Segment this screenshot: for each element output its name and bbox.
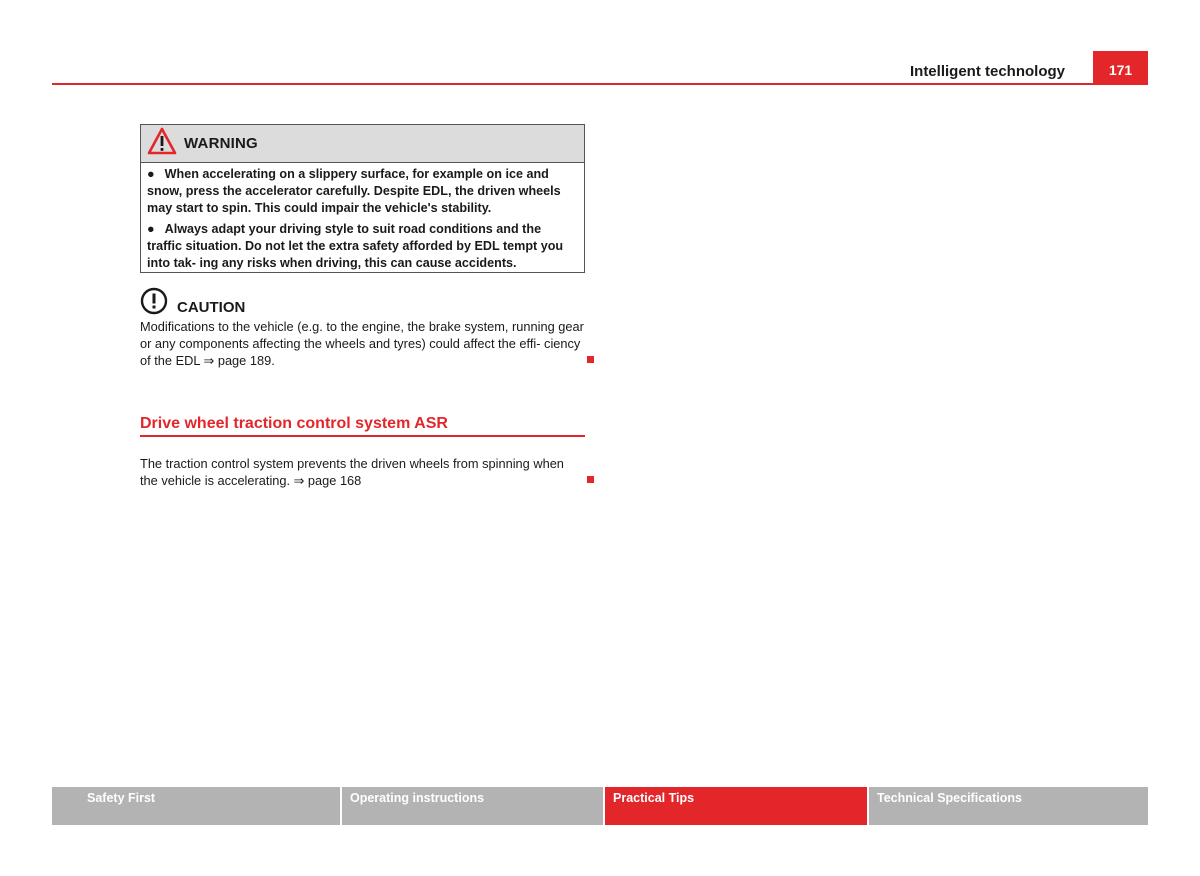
caution-block: [140, 288, 585, 369]
warning-header: [141, 125, 584, 163]
warning-item-text: When accelerating on a slippery surface, for example on ice and snow, press the accelerator carefully. Despite EDL, the driven wheels may start to spin. This could impair the vehicle's stability.: [147, 167, 561, 215]
page-number: [1093, 51, 1148, 85]
warning-body: [141, 163, 584, 272]
caution-title: CAUTION: [177, 298, 246, 316]
warning-item-text: Always adapt your driving style to suit road conditions and the traffic situation. Do not let the extra safety afforded by EDL tempt you into tak- ing any risks when driving, this can cause accidents.: [147, 222, 564, 270]
header-rule: [52, 83, 1148, 85]
section-title: Intelligent technology: [909, 63, 1065, 80]
footer-tab-technical-specifications[interactable]: Technical Specifications: [869, 787, 1148, 825]
bullet-icon: ●: [147, 167, 155, 181]
warning-item: [147, 166, 578, 217]
warning-box: [140, 124, 585, 273]
footer-nav: [52, 787, 1148, 825]
footer-tab-practical-tips[interactable]: Practical Tips: [605, 787, 867, 825]
section-end-marker: [587, 356, 594, 363]
footer-tab-safety-first[interactable]: Safety First: [52, 787, 340, 825]
page-number-label: 171: [1108, 62, 1133, 78]
warning-item: [147, 221, 578, 272]
section-end-marker: [587, 476, 594, 483]
caution-text: Modifications to the vehicle (e.g. to the engine, the brake system, running gear or any components affecting the wheels and tyres) could affect the effi- ciency of the EDL ⇒ page 189.: [140, 319, 584, 368]
footer-tab-operating-instructions[interactable]: Operating instructions: [342, 787, 603, 825]
bullet-icon: ●: [147, 222, 155, 236]
warning-title: WARNING: [184, 135, 258, 152]
caution-exclamation-icon: [140, 287, 168, 320]
caution-header: [140, 288, 585, 318]
warning-triangle-icon: [147, 127, 177, 160]
asr-heading: Drive wheel traction control system ASR: [140, 415, 585, 437]
asr-text: The traction control system prevents the driven wheels from spinning when the vehicle is accelerating. ⇒ page 168: [140, 456, 564, 488]
